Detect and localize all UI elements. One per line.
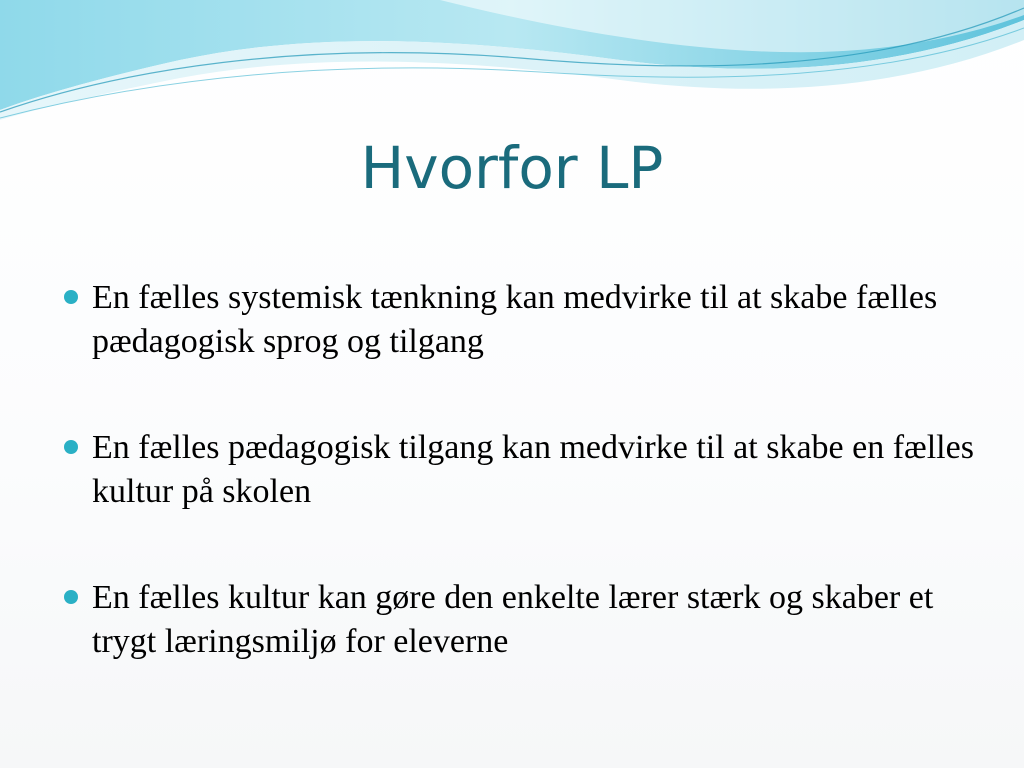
bullet-dot-icon — [64, 440, 78, 454]
bullet-item — [64, 576, 984, 664]
bullet-dot-icon — [64, 590, 78, 604]
bullet-item — [64, 426, 984, 514]
bullet-text: En fælles pædagogisk tilgang kan medvirke til at skabe en fælles kultur på skolen — [92, 429, 974, 510]
bullet-item — [64, 276, 984, 364]
bullet-dot-icon — [64, 290, 78, 304]
header-wave-decoration — [0, 0, 1024, 130]
bullet-text: En fælles kultur kan gøre den enkelte lærer stærk og skaber et trygt læringsmiljø for eleverne — [92, 579, 934, 660]
slide-title: Hvorfor LP — [360, 134, 664, 202]
bullet-list — [64, 276, 984, 726]
bullet-text: En fælles systemisk tænkning kan medvirke til at skabe fælles pædagogisk sprog og tilgang — [92, 279, 938, 360]
